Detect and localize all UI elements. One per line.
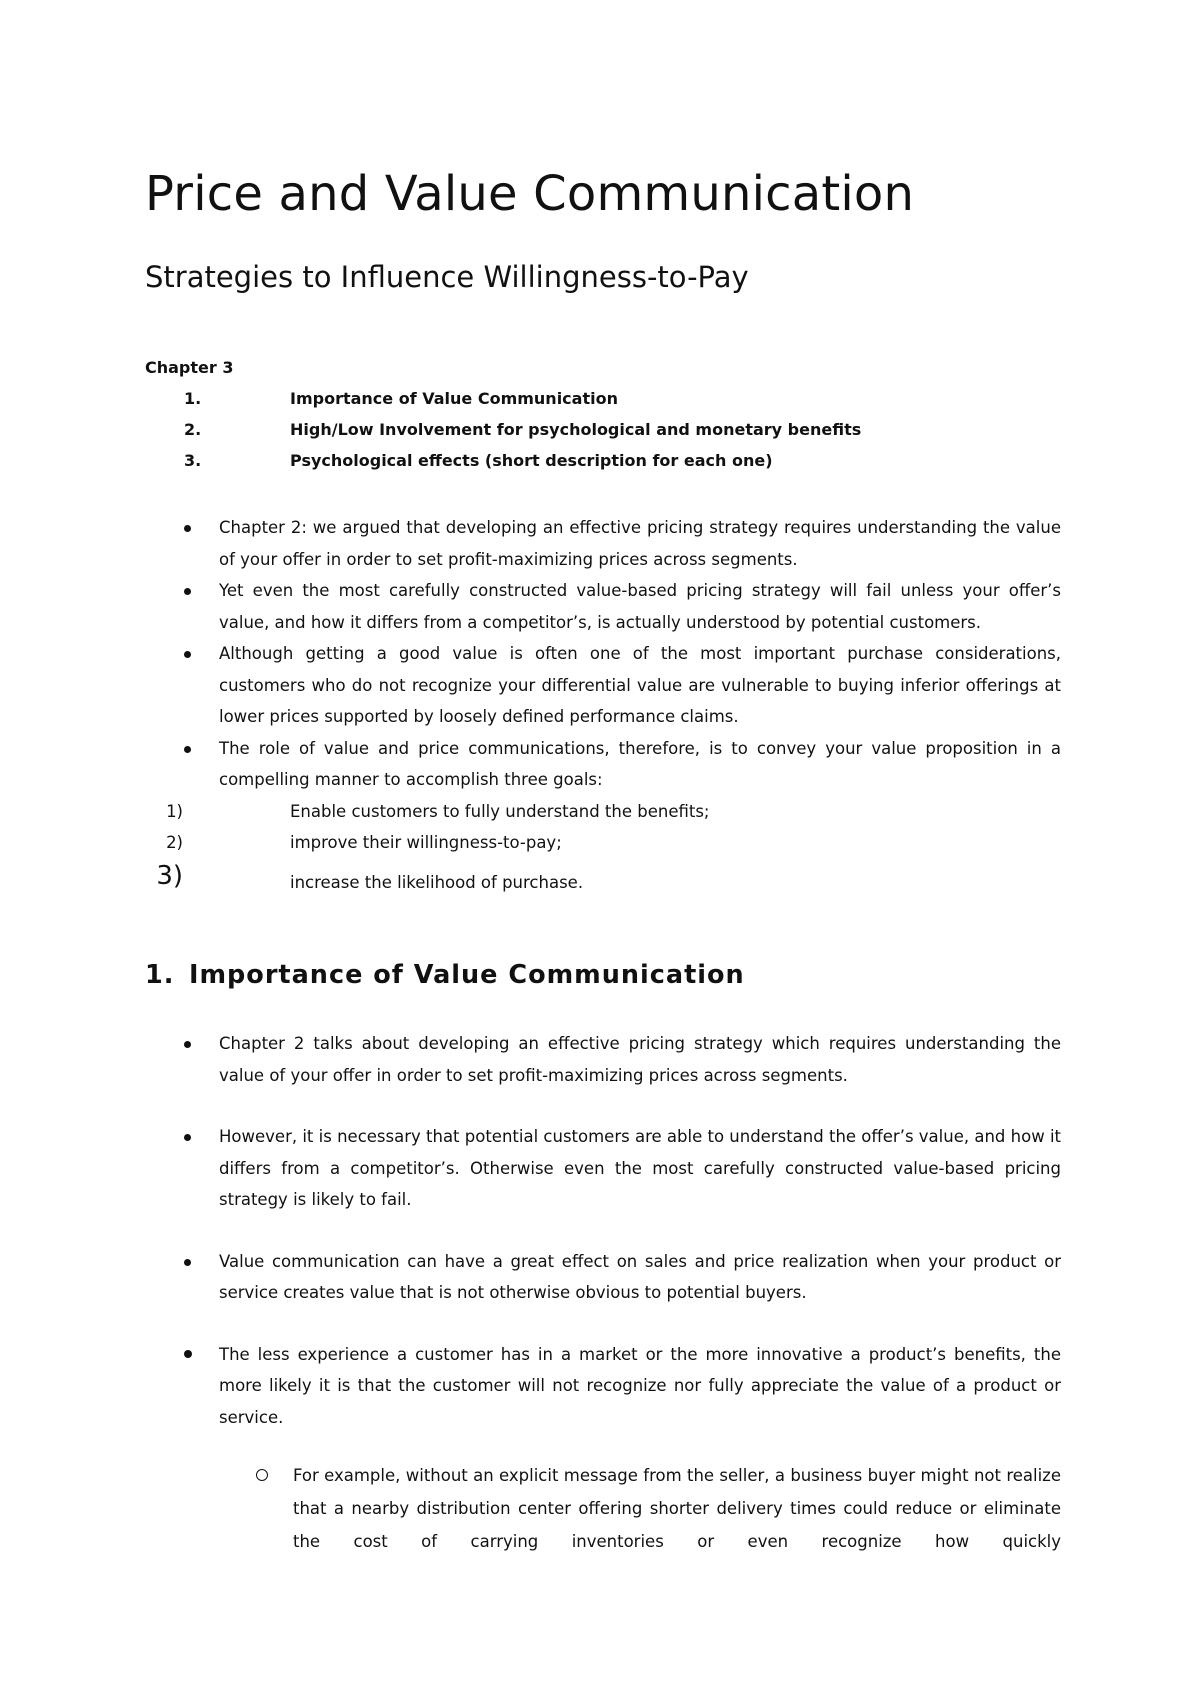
goal-item [166,796,1061,828]
bullet-item [0,1121,1061,1216]
sub-bullet-list [0,1459,1061,1558]
goal-item [166,827,1061,859]
document-title: Price and Value Communication [145,166,915,222]
bullet-item [0,1028,1061,1091]
bullet-item [0,1246,1061,1309]
bullet-item [0,638,1061,733]
outline-item-number: 3. [184,451,202,470]
bullet-icon [184,651,191,658]
bullet-icon [184,1259,191,1266]
chapter-label: Chapter 3 [145,358,234,377]
bullet-icon [184,588,191,595]
bullet-text: Although getting a good value is often one of the most important purchase considerations, customers who do not recognize your differential value are vulnerable to buying inferior offerings at lower prices supported by loosely defined performance claims. [219,644,1061,726]
bullet-text: The role of value and price communications, therefore, is to convey your value proposition in a compelling manner to accomplish three goals: [219,738,1061,789]
goal-text: Enable customers to fully understand the benefits; [290,801,710,821]
section-bullet-list [0,1028,1200,1463]
goal-text: improve their willingness-to-pay; [290,833,562,852]
bullet-icon [184,525,191,532]
outline-item-text: Importance of Value Communication [290,389,618,408]
bullet-text: Chapter 2 talks about developing an effective pricing strategy which requires understanding the value of your offer in order to set profit-maximizing prices across segments. [219,1034,1061,1085]
hollow-bullet-icon [256,1469,268,1481]
bullet-text: Chapter 2: we argued that developing an effective pricing strategy requires understanding the value of your offer in order to set profit-maximizing prices across segments. [219,518,1061,569]
bullet-item [0,1339,1061,1434]
document-subtitle: Strategies to Influence Willingness-to-Pay [145,260,749,294]
sub-bullet-text: For example, without an explicit message from the seller, a business buyer might not realize that a nearby distribution center offering shorter delivery times could reduce or eliminate the cost of carrying inventories or even recognize how quickly [293,1466,1061,1551]
section-number: 1. [145,960,175,990]
bullet-icon [184,1041,191,1048]
bullet-item [0,733,1061,899]
outline-item-number: 2. [184,420,202,439]
section-title: Importance of Value Communication [189,960,745,990]
section-heading [145,960,745,990]
intro-bullet-list [0,512,1200,899]
goal-item [156,859,1061,899]
outline-item-text: Psychological effects (short description for each one) [290,451,773,470]
bullet-text: However, it is necessary that potential customers are able to understand the offer’s value, and how it differs from a competitor’s. Otherwise even the most carefully constructed value-based pricing strategy is likely to fail. [219,1127,1061,1209]
bullet-text: Value communication can have a great effect on sales and price realization when your product or service creates value that is not otherwise obvious to potential buyers. [219,1251,1061,1302]
goal-number: 3) [156,860,183,891]
bullet-text: The less experience a customer has in a market or the more innovative a product’s benefits, the more likely it is that the customer will not recognize nor fully appreciate the value of a product or service. [219,1344,1061,1427]
outline-item-text: High/Low Involvement for psychological and monetary benefits [290,420,862,439]
bullet-item [0,575,1061,638]
goal-number: 2) [166,833,183,852]
sub-bullet-item [0,1459,1061,1558]
bullet-text: Yet even the most carefully constructed value-based pricing strategy will fail unless your offer’s value, and how it differs from a competitor’s, is actually understood by potential customers. [219,581,1061,632]
outline-item-number: 1. [184,389,202,408]
bullet-item [0,512,1061,575]
goal-number: 1) [166,801,183,821]
goal-text: increase the likelihood of purchase. [290,872,584,892]
bullet-icon [184,746,191,753]
bullet-icon [184,1134,191,1141]
bullet-icon [184,1350,192,1358]
goals-list [156,796,1061,899]
